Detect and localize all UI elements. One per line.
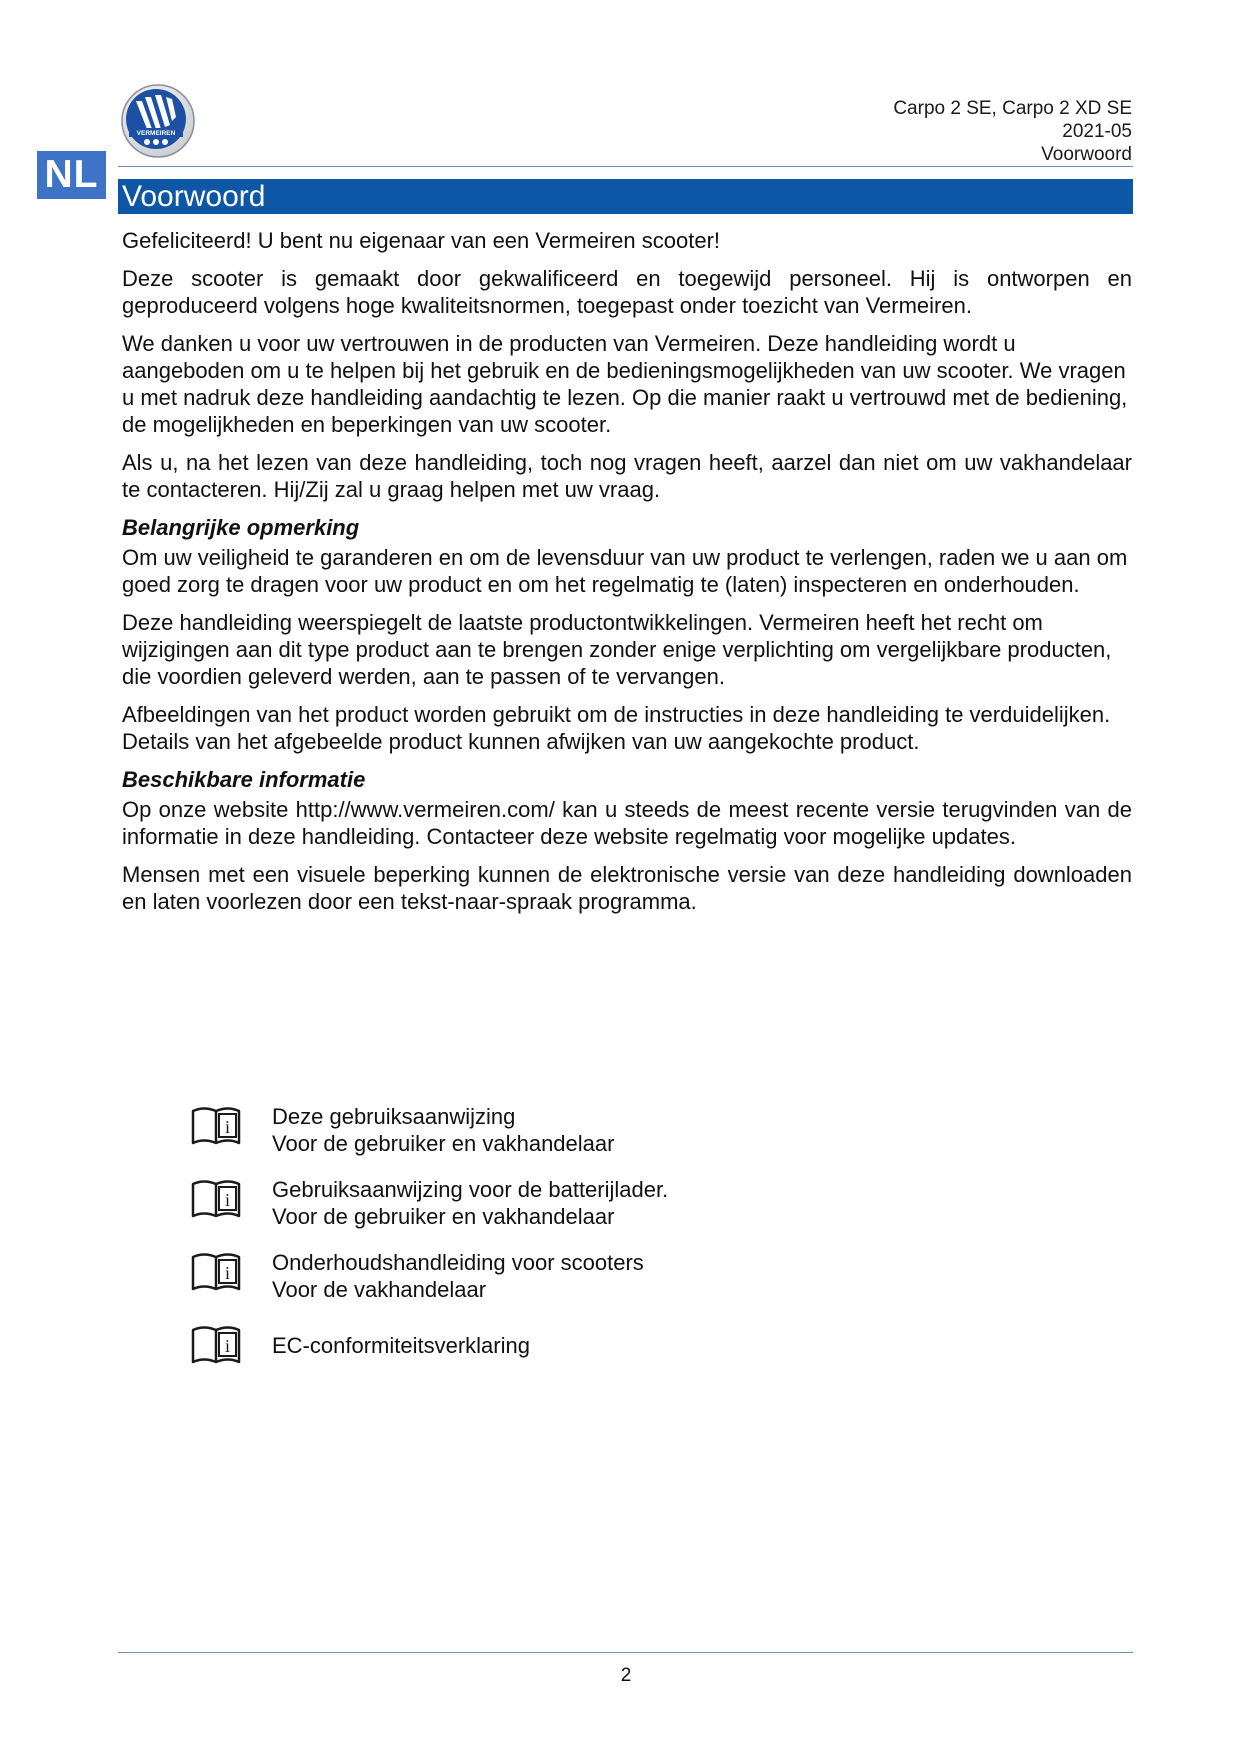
document-item [190, 1103, 950, 1157]
document-title: Onderhoudshandleiding voor scooters [272, 1250, 644, 1275]
svg-text:i: i [224, 1190, 231, 1210]
document-audience: Voor de gebruiker en vakhandelaar [272, 1204, 615, 1229]
available-info-heading: Beschikbare informatie [122, 767, 366, 792]
svg-text:i: i [224, 1263, 231, 1283]
main-content [122, 227, 1132, 926]
paragraph: Als u, na het lezen van deze handleiding, toch nog vragen heeft, aarzel dan niet om uw vakhandelaar te contacteren. Hij/Zij zal u graag helpen met uw vraag. [122, 450, 1132, 502]
document-title: Deze gebruiksaanwijzing [272, 1104, 516, 1129]
svg-text:i: i [224, 1336, 231, 1356]
paragraph: Mensen met een visuele beperking kunnen de elektronische versie van deze handleiding downloaden en laten voorlezen door een tekst-naar-spraak programma. [122, 862, 1132, 914]
manual-info-icon [190, 1249, 242, 1295]
paragraph: Gefeliciteerd! U bent nu eigenaar van een Vermeiren scooter! [122, 228, 721, 253]
document-title: Gebruiksaanwijzing voor de batterijlader. [272, 1177, 669, 1202]
manual-info-icon [190, 1103, 242, 1149]
documents-list [190, 1103, 950, 1368]
manual-info-icon [190, 1322, 242, 1368]
paragraph: Deze scooter is gemaakt door gekwalificeerd en toegewijd personeel. Hij is ontworpen en geproduceerd volgens hoge kwaliteitsnormen, toegepast onder toezicht van Vermeiren. [122, 266, 1132, 318]
page-number: 2 [620, 1665, 632, 1686]
important-heading: Belangrijke opmerking [122, 515, 360, 540]
paragraph: Om uw veiligheid te garanderen en om de levensduur van uw product te verlengen, raden we u aan om goed zorg te dragen voor uw product en om het regelmatig te (laten) inspecteren en onderhouden. [122, 545, 1128, 597]
document-item [190, 1249, 950, 1303]
language-tab: NL [37, 151, 106, 199]
document-title: EC-conformiteitsverklaring [272, 1333, 530, 1358]
paragraph: Deze handleiding weerspiegelt de laatste productontwikkelingen. Vermeiren heeft het recht om wijzigingen aan dit type product aan te brengen zonder enige verplichting om vergelijkbare producten, die voordien geleverd werden, aan te passen of te vervangen. [122, 610, 1112, 689]
document-item [190, 1176, 950, 1230]
header-divider [118, 166, 1133, 167]
page-title: Voorwoord [118, 179, 1133, 214]
manual-info-icon [190, 1176, 242, 1222]
document-audience: Voor de gebruiker en vakhandelaar [272, 1131, 615, 1156]
header-section: Voorwoord [1041, 144, 1132, 165]
logo-text: VERMEIREN [136, 130, 176, 137]
vermeiren-logo [120, 83, 196, 159]
header-meta [712, 97, 1132, 166]
paragraph: We danken u voor uw vertrouwen in de producten van Vermeiren. Deze handleiding wordt u aangeboden om u te helpen bij het gebruik en de bedieningsmogelijkheden van uw scooter. We vragen u met nadruk deze handleiding aandachtig te lezen. Op die manier raakt u vertrouwd met de bediening, de mogelijkheden en beperkingen van uw scooter. [122, 331, 1128, 437]
footer-divider [118, 1652, 1133, 1653]
document-item [190, 1322, 950, 1368]
document-audience: Voor de vakhandelaar [272, 1277, 487, 1302]
svg-text:i: i [224, 1117, 231, 1137]
paragraph: Afbeeldingen van het product worden gebruikt om de instructies in deze handleiding te verduidelijken. Details van het afgebeelde product kunnen afwijken van uw aangekochte product. [122, 702, 1111, 754]
document-date: 2021-05 [1062, 121, 1132, 142]
paragraph: Op onze website http://www.vermeiren.com/ kan u steeds de meest recente versie terugvinden van de informatie in deze handleiding. Contacteer deze website regelmatig voor mogelijke updates. [122, 797, 1132, 849]
product-name: Carpo 2 SE, Carpo 2 XD SE [893, 98, 1132, 119]
